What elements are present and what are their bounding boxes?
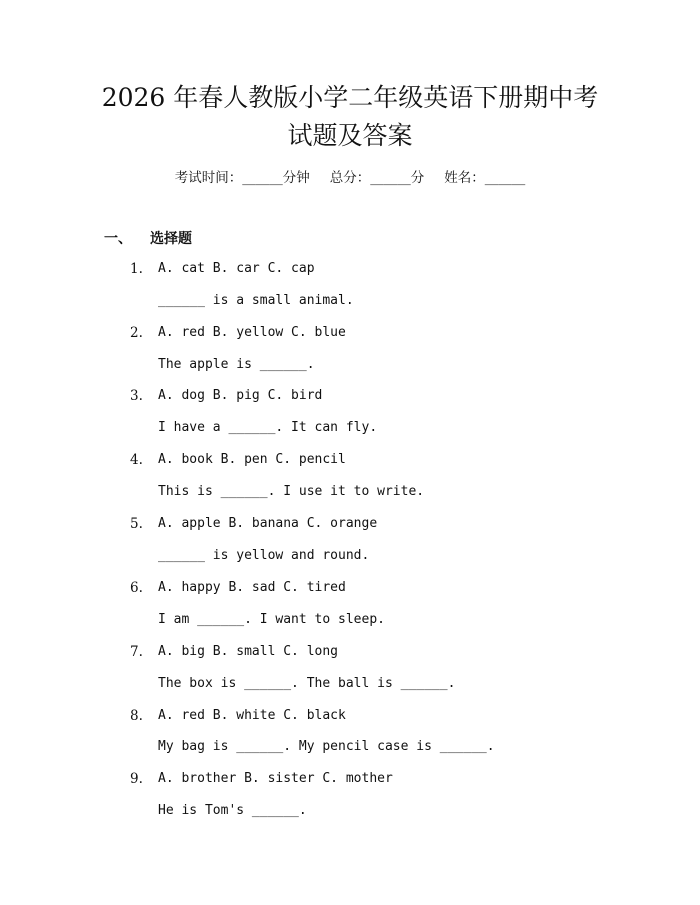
- question-options: A. brother B. sister C. mother: [158, 771, 393, 786]
- question-sentence: The box is ______. The ball is ______.: [158, 676, 456, 691]
- section-title: 选择题: [150, 231, 192, 247]
- question-number: 6.: [130, 580, 143, 596]
- section-number: 一、: [104, 231, 132, 247]
- question-number: 1.: [130, 261, 143, 277]
- question-number: 3.: [130, 388, 143, 404]
- question-number: 2.: [130, 325, 143, 341]
- question-options: A. apple B. banana C. orange: [158, 516, 378, 531]
- question-sentence: This is ______. I use it to write.: [158, 484, 425, 499]
- question-sentence: The apple is ______.: [158, 357, 315, 372]
- question-number: 4.: [130, 452, 143, 468]
- question-options: A. red B. yellow C. blue: [158, 325, 346, 340]
- exam-total-score: 总分：______分: [329, 170, 425, 186]
- exam-time: 考试时间：______分钟: [174, 170, 310, 186]
- question-options: A. red B. white C. black: [158, 708, 346, 723]
- question-options: A. cat B. car C. cap: [158, 261, 315, 276]
- question-sentence: ______ is yellow and round.: [158, 548, 370, 563]
- question-options: A. dog B. pig C. bird: [158, 388, 323, 403]
- question-options: A. book B. pen C. pencil: [158, 452, 346, 467]
- question-options: A. happy B. sad C. tired: [158, 580, 346, 595]
- exam-info: [0, 168, 700, 188]
- question-options: A. big B. small C. long: [158, 644, 339, 659]
- question-sentence: He is Tom's ______.: [158, 803, 307, 818]
- question-number: 9.: [130, 771, 143, 787]
- page-title-line-2: 试题及答案: [287, 121, 413, 150]
- question-number: 5.: [130, 516, 143, 532]
- question-sentence: ______ is a small animal.: [158, 293, 354, 308]
- question-sentence: My bag is ______. My pencil case is ______.: [158, 739, 495, 754]
- question-number: 8.: [130, 708, 143, 724]
- student-name: 姓名：______: [444, 170, 526, 186]
- question-sentence: I have a ______. It can fly.: [158, 420, 378, 435]
- question-sentence: I am ______. I want to sleep.: [158, 612, 385, 627]
- question-number: 7.: [130, 644, 143, 660]
- page-title-line-1: 2026 年春人教版小学二年级英语下册期中考: [101, 83, 599, 112]
- section-heading: [104, 229, 192, 249]
